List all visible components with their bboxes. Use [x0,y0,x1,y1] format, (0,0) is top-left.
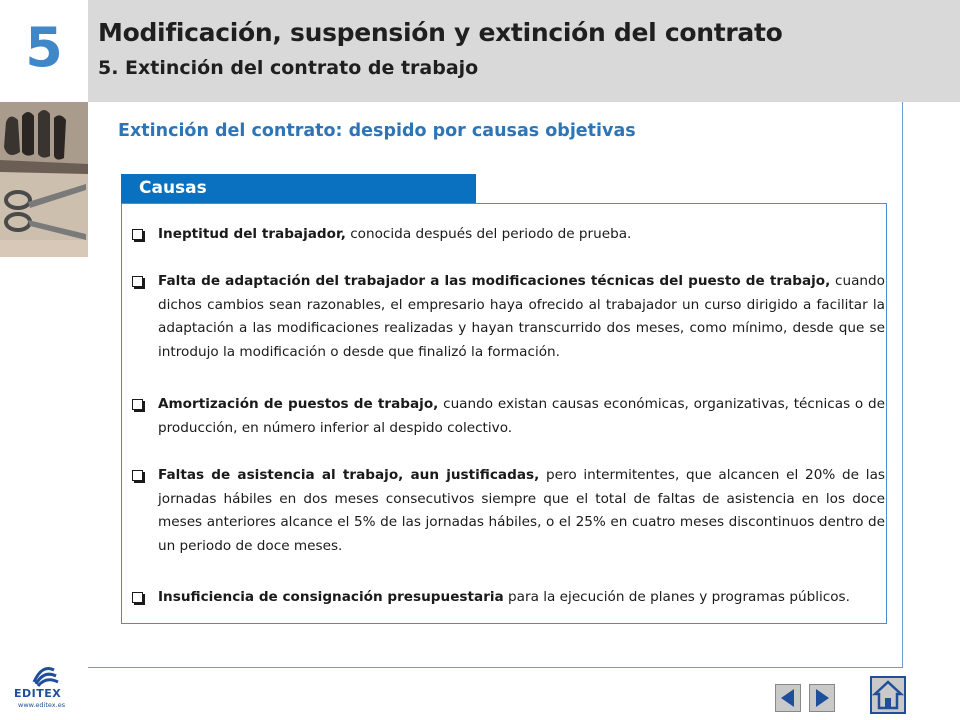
item-text: pero intermitentes, que alcancen el 20% de las jornadas hábiles en dos meses consecutivos siempre que el total de faltas de asistencia en los doce meses anteriores alcance el 5% de las jornadas hábiles, o el 25% en cuatro meses discontinuos dentro de un periodo de doce meses. [158,467,885,554]
item-bold: Faltas de asistencia al trabajo, aun justificadas, [158,467,540,483]
page-title: Modificación, suspensión y extinción del contrato [98,18,783,47]
item-text: para la ejecución de planes y programas públicos. [503,589,850,605]
list-item [132,393,885,440]
item-bold: Falta de adaptación del trabajador a las modificaciones técnicas del puesto de trabajo, [158,273,831,289]
next-button[interactable] [809,684,835,712]
list-item [132,586,885,610]
next-arrow-icon [810,685,834,711]
home-button[interactable] [870,676,906,714]
checkbox-bullet-icon [132,470,143,481]
checkbox-bullet-icon [132,399,143,410]
item-bold: Insuficiencia de consignación presupuestaria [158,589,504,605]
checkbox-bullet-icon [132,229,143,240]
header-band [88,0,960,102]
item-text: conocida después del periodo de prueba. [345,226,632,242]
chapter-number: 5 [25,15,63,79]
prev-button[interactable] [775,684,801,712]
prev-arrow-icon [776,685,800,711]
checkbox-bullet-icon [132,276,143,287]
causas-tab: Causas [121,174,476,203]
list-item [132,270,885,364]
list-item [132,223,885,247]
item-bold: Ineptitud del trabajador, [158,226,346,242]
checkbox-bullet-icon [132,592,143,603]
logo-text: EDITEX [14,687,62,700]
home-icon [872,678,904,712]
editex-logo-icon [14,662,70,688]
section-heading: Extinción del contrato: despido por causas objetivas [118,121,636,141]
item-bold: Amortización de puestos de trabajo, [158,396,439,412]
item-text: cuando existan causas económicas, organizativas, técnicas o de producción, en número inferior al despido colectivo. [158,396,885,436]
logo-url: www.editex.es [18,701,66,709]
page-subtitle: 5. Extinción del contrato de trabajo [98,57,479,79]
list-item [132,464,885,558]
item-text: cuando dichos cambios sean razonables, el empresario haya ofrecido al trabajador un curso dirigido a facilitar la adaptación a las modificaciones realizadas y hayan transcurrido dos meses, como mínimo, desde que se introdujo la modificación o desde que finalizó la formación. [158,273,885,360]
decorative-hand-scissors-image [0,102,88,257]
